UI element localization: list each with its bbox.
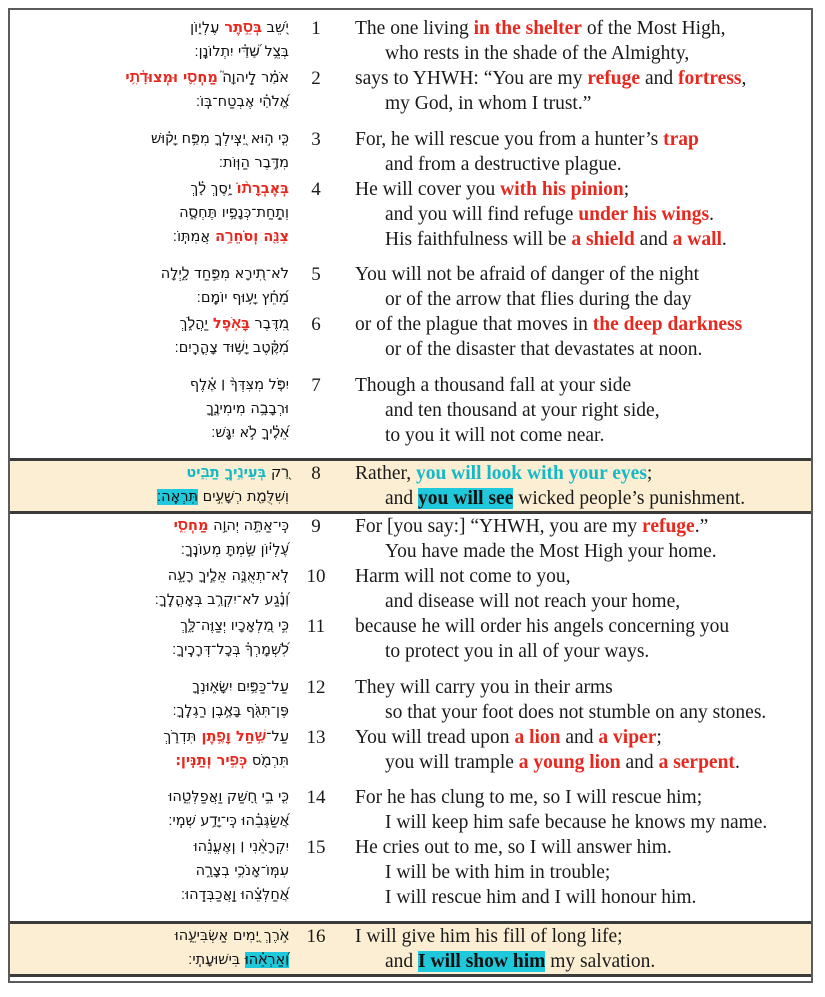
verse-row	[10, 66, 811, 116]
english-line	[355, 461, 803, 486]
hebrew-line	[10, 948, 289, 972]
hebrew-line	[10, 40, 289, 64]
hebrew-text: כִּ֤י בִ֣י חָ֭שַׁק וַאֲפַלְּטֵ֑הוּ	[168, 789, 289, 806]
english-text: I will keep him safe because he knows my name.	[385, 812, 768, 834]
hebrew-line	[10, 514, 289, 538]
stanza	[10, 16, 811, 127]
english-line	[355, 785, 803, 810]
hebrew-column	[10, 16, 295, 64]
english-text: and	[634, 228, 673, 250]
verse-number: 15	[306, 837, 326, 859]
hebrew-line	[10, 373, 289, 397]
english-line	[355, 885, 803, 910]
english-line	[355, 589, 803, 614]
english-line	[355, 127, 803, 152]
hebrew-line	[10, 177, 289, 201]
hebrew-text: מִ֝קֶּ֗טֶב יָשׁ֥וּד צָהֳרָֽיִם׃	[174, 340, 289, 357]
hebrew-text: מֵ֝חֵ֗ץ יָע֥וּף יוֹמָֽם׃	[196, 290, 289, 307]
hebrew-column	[10, 785, 295, 833]
english-text: For he has clung to me, so I will rescue him;	[355, 787, 703, 809]
verse-row	[10, 177, 811, 252]
hebrew-text: תִּרְמֹ֖ס	[247, 752, 289, 769]
english-text: I will rescue him and I will honour him.	[385, 887, 697, 909]
stanza-highlighted	[10, 921, 811, 977]
english-text: and	[385, 950, 419, 972]
english-line	[355, 810, 803, 835]
hebrew-line	[10, 638, 289, 662]
english-line	[355, 835, 803, 860]
english-text: or of the arrow that flies during the day	[385, 289, 692, 311]
psalm-table-frame	[8, 8, 813, 983]
hebrew-line	[10, 588, 289, 612]
english-text: ;	[656, 726, 662, 748]
english-text: and	[560, 726, 599, 748]
hebrew-column	[10, 262, 295, 310]
keyword-red: trap	[663, 128, 699, 150]
keyword-red: בְּסֵ֣תֶר	[219, 20, 262, 36]
english-line	[355, 41, 803, 66]
hebrew-line	[10, 201, 289, 225]
hebrew-line	[10, 90, 289, 114]
english-text: .”	[694, 516, 709, 538]
hebrew-column	[10, 127, 295, 175]
hebrew-text: עַל־כַּפַּ֥יִם יִשָּׂא֑וּנְךָ	[192, 678, 289, 695]
hebrew-column	[10, 177, 295, 249]
stanza-highlighted	[10, 458, 811, 514]
verse-number: 6	[311, 314, 321, 336]
keyword-red: a young lion	[518, 751, 621, 773]
verse-number: 12	[306, 676, 326, 698]
english-line	[355, 614, 803, 639]
english-text: I will give him his fill of long life;	[355, 925, 623, 947]
english-text: ;	[646, 463, 653, 485]
hebrew-line	[10, 66, 289, 90]
hebrew-line	[10, 127, 289, 151]
verse-row	[10, 373, 811, 448]
english-column	[337, 675, 811, 725]
english-line	[355, 152, 803, 177]
english-text: or of the disaster that devastates at noon.	[385, 339, 703, 361]
hebrew-text: יִקְרָאֵ֨נִי ׀ וְֽאֶעֱנֵ֗הוּ	[193, 839, 289, 856]
english-line	[355, 750, 803, 775]
verse-number: 3	[311, 128, 321, 150]
verse-number: 4	[311, 178, 321, 200]
english-column	[337, 614, 811, 664]
english-line	[355, 91, 803, 116]
keyword-highlighted: תִּרְאֶֽה׃	[156, 489, 199, 506]
english-line	[355, 312, 803, 337]
hebrew-line	[10, 151, 289, 175]
english-text: Rather,	[355, 463, 416, 485]
hebrew-column	[10, 675, 295, 723]
keyword-red: שַׁ֣חַל	[230, 728, 267, 745]
english-text: to protect you in all of your ways.	[385, 641, 650, 663]
verse-number: 7	[311, 374, 321, 396]
hebrew-text: כִּ֣י מַ֭לְאָכָיו יְצַוֶּה־לָּ֑ךְ	[180, 618, 289, 635]
verse-row	[10, 835, 811, 910]
keyword-red: מַחְסִ֑י	[173, 518, 209, 535]
verse-number: 16	[306, 925, 326, 947]
keyword-cyan: you will look with your eyes	[415, 463, 647, 485]
keyword-red: with his pinion	[500, 178, 624, 200]
english-line	[355, 373, 803, 398]
verse-number: 14	[306, 787, 326, 809]
english-line	[355, 202, 803, 227]
hebrew-text: יָק֗וּשׁ	[151, 130, 178, 147]
hebrew-line	[10, 614, 289, 638]
hebrew-column	[10, 725, 295, 773]
english-text: .	[734, 751, 740, 773]
english-line	[355, 675, 803, 700]
hebrew-text: עִמּֽוֹ־אָנֹכִ֥י בְצָרָ֑ה	[195, 863, 289, 880]
english-text: You will tread upon	[355, 726, 515, 748]
english-column	[337, 373, 811, 448]
hebrew-text: פֶּן־תִּגֹּ֖ף בָּאֶ֣בֶן רַגְלֶֽךָ׃	[172, 702, 289, 719]
english-text: Though a thousand fall at your side	[355, 374, 632, 396]
english-text: For [you say:] “YHWH, you are my	[355, 516, 643, 538]
stanza-container	[10, 10, 811, 977]
hebrew-line	[10, 809, 289, 833]
keyword-highlighted: you will see	[418, 488, 514, 510]
keyword-red: refuge	[642, 516, 695, 538]
keyword-red: בָּאֹ֣פֶל	[207, 316, 250, 333]
english-text: ,	[741, 68, 747, 89]
english-line	[355, 66, 803, 91]
hebrew-line	[10, 859, 289, 883]
hebrew-text: מִדֶּ֥בֶר הַוּֽוֹת׃	[218, 154, 289, 171]
english-text: and disease will not reach your home,	[385, 591, 681, 613]
english-text: and	[640, 68, 678, 89]
verse-number: 2	[311, 68, 321, 89]
english-column	[337, 66, 811, 116]
english-line	[355, 227, 803, 252]
stanza	[10, 262, 811, 373]
keyword-highlighted: וְ֝אַרְאֵ֗הוּ	[244, 951, 289, 968]
verse-number: 5	[311, 264, 321, 286]
stanza	[10, 514, 811, 675]
hebrew-text: וְשִׁלֻּמַ֖ת רְשָׁעִ֣ים	[198, 489, 289, 506]
english-text: The one living	[355, 18, 474, 39]
english-line	[355, 725, 803, 750]
english-text: He cries out to me, so I will answer him.	[355, 837, 672, 859]
english-text: my salvation.	[545, 950, 656, 972]
keyword-red: בְּאֶבְרָת֨וֹ	[231, 180, 289, 197]
keyword-red: וָפֶ֣תֶן	[196, 728, 231, 745]
keyword-highlighted: I will show him	[418, 950, 546, 972]
hebrew-text: אֲ֝שַׂגְּבֵ֗הוּ כִּֽי־יָדַ֥ע שְׁמִֽי׃	[168, 813, 289, 830]
english-line	[355, 564, 803, 589]
hebrew-text: כִּֽי־אַתָּ֣ה יְהוָ֣ה	[208, 518, 289, 535]
hebrew-text: אֲמִתּֽוֹ׃	[172, 228, 211, 245]
hebrew-text: כִּ֤י ה֣וּא יַ֭צִּֽילְךָ מִפַּ֥ח	[177, 130, 289, 147]
hebrew-column	[10, 373, 295, 445]
stanza	[10, 675, 811, 786]
keyword-red: a lion	[514, 726, 561, 748]
verse-row	[10, 461, 811, 511]
english-line	[355, 639, 803, 664]
english-text: of the Most High,	[581, 18, 726, 39]
verse-number: 10	[306, 566, 326, 588]
english-text: who rests in the shade of the Almighty,	[385, 43, 690, 64]
english-text: He will cover you	[355, 178, 501, 200]
verse-row	[10, 675, 811, 725]
verse-number: 13	[306, 726, 326, 748]
hebrew-line	[10, 924, 289, 948]
hebrew-text: לֹֽא־תְאֻנֶּ֣ה אֵלֶ֣יךָ רָעָ֑ה	[167, 568, 289, 585]
english-text: .	[721, 228, 727, 250]
english-column	[337, 16, 811, 66]
english-column	[337, 564, 811, 614]
english-text: They will carry you in their arms	[355, 676, 613, 698]
english-line	[355, 398, 803, 423]
keyword-cyan: בְּעֵינֶ֣יךָ תַבִּ֑יט	[186, 465, 267, 482]
hebrew-text: בִּישׁוּעָתִֽי׃	[188, 951, 245, 968]
verse-row	[10, 725, 811, 775]
english-column	[337, 461, 811, 511]
hebrew-line	[10, 336, 289, 360]
hebrew-column	[10, 835, 295, 907]
english-column	[337, 835, 811, 910]
english-line	[355, 16, 803, 41]
english-text: I will be with him in trouble;	[385, 862, 611, 884]
english-text: and	[620, 751, 659, 773]
stanza	[10, 785, 811, 921]
english-column	[337, 785, 811, 835]
hebrew-text: יֹ֭שֵׁב	[261, 20, 289, 36]
english-line	[355, 287, 803, 312]
hebrew-text: עַל־	[266, 728, 289, 745]
english-column	[337, 312, 811, 362]
english-text: you will trample	[385, 751, 519, 773]
english-column	[337, 924, 811, 974]
english-line	[355, 860, 803, 885]
english-text: wicked people’s punishment.	[513, 488, 746, 510]
hebrew-line	[10, 16, 289, 40]
hebrew-text: מִ֭דֶּבֶר	[249, 316, 289, 333]
keyword-red: the deep darkness	[592, 314, 743, 336]
keyword-red: in the shelter	[473, 18, 582, 39]
english-line	[355, 949, 803, 974]
hebrew-text: אֱ֝לֹהַ֗י אֶבְטַח־בּֽוֹ׃	[195, 94, 289, 110]
hebrew-line	[10, 725, 289, 749]
hebrew-text: אֵ֝לֶ֗יךָ לֹ֣א יִגָּֽשׁ׃	[211, 424, 289, 441]
verse-row	[10, 312, 811, 362]
english-column	[337, 725, 811, 775]
keyword-red: under his wings	[578, 203, 710, 225]
verse-row	[10, 514, 811, 564]
english-line	[355, 924, 803, 949]
stanza	[10, 127, 811, 263]
english-line	[355, 177, 803, 202]
english-column	[337, 177, 811, 252]
verse-number: 11	[306, 616, 326, 638]
hebrew-column	[10, 461, 295, 509]
verse-row	[10, 16, 811, 66]
verse-row	[10, 785, 811, 835]
hebrew-line	[10, 835, 289, 859]
hebrew-text: אֲ֝חַלְּצֵ֗הוּ וַֽאֲכַבְּדֵֽהוּ׃	[180, 887, 289, 904]
english-line	[355, 514, 803, 539]
keyword-red: a wall	[672, 228, 722, 250]
keyword-red: fortress	[677, 68, 742, 89]
english-text: says to YHWH: “You are my	[355, 68, 588, 89]
english-text: so that your foot does not stumble on any stones.	[385, 701, 767, 723]
english-line	[355, 700, 803, 725]
hebrew-text: אֹמַ֗ר לַֽיהוָה֮	[217, 70, 289, 86]
english-text: and ten thousand at your right side,	[385, 399, 660, 421]
hebrew-text: וּרְבָבָ֥ה מִימִינֶ֑ךָ	[206, 400, 289, 417]
verse-row	[10, 262, 811, 312]
english-text: my God, in whom I trust.”	[385, 93, 592, 114]
hebrew-text: לֹא־תִ֭ירָא מִפַּ֣חַד לָ֑יְלָה	[160, 266, 289, 283]
english-text: His faithfulness will be	[385, 228, 572, 250]
hebrew-line	[10, 286, 289, 310]
hebrew-column	[10, 312, 295, 360]
hebrew-text: לִ֝שְׁמָרְךָ֗ בְּכָל־דְּרָכֶֽיךָ׃	[172, 642, 289, 659]
hebrew-line	[10, 699, 289, 723]
english-text: or of the plague that moves in	[355, 314, 593, 336]
english-text: ;	[623, 178, 630, 200]
english-text: Harm will not come to you,	[355, 566, 571, 588]
verse-row	[10, 614, 811, 664]
hebrew-line	[10, 421, 289, 445]
english-text: and from a destructive plague.	[385, 153, 622, 175]
english-line	[355, 337, 803, 362]
english-text: to you it will not come near.	[385, 424, 605, 446]
english-line	[355, 423, 803, 448]
english-text: and	[385, 488, 419, 510]
hebrew-line	[10, 785, 289, 809]
keyword-red: refuge	[587, 68, 641, 89]
hebrew-text: עֶ֝לְי֗וֹן שַׂ֣מְתָּ מְעוֹנֶֽךָ׃	[180, 542, 289, 559]
hebrew-text: אֹ֣רֶךְ יָ֭מִים אַשְׂבִּיעֵ֑הוּ	[174, 927, 289, 944]
hebrew-line	[10, 883, 289, 907]
verse-row	[10, 127, 811, 177]
hebrew-line	[10, 225, 289, 249]
stanza	[10, 373, 811, 459]
hebrew-text: יָ֥סֶךְ לָ֗ךְ	[190, 180, 232, 197]
verse-number: 1	[311, 18, 321, 39]
english-line	[355, 262, 803, 287]
english-text: and you will find refuge	[385, 203, 579, 225]
english-text: because he will order his angels concerning you	[355, 616, 730, 638]
english-column	[337, 127, 811, 177]
keyword-red: a shield	[571, 228, 635, 250]
hebrew-text: יִפֹּ֤ל מִצִּדְּךָ֨ ׀ אֶ֗לֶף	[189, 376, 289, 393]
english-column	[337, 262, 811, 312]
verse-row	[10, 924, 811, 974]
hebrew-line	[10, 485, 289, 509]
hebrew-column	[10, 66, 295, 114]
hebrew-text: רַ֭ק	[266, 465, 289, 482]
hebrew-line	[10, 675, 289, 699]
verse-number: 9	[311, 516, 321, 538]
hebrew-column	[10, 514, 295, 562]
keyword-red: צִנָּ֖ה וְסֹחֵרָ֣ה	[210, 228, 289, 245]
english-text: .	[709, 203, 714, 225]
hebrew-text: עֶלְי֑וֹן	[190, 20, 220, 36]
verse-row	[10, 564, 811, 614]
verse-number: 8	[311, 463, 321, 485]
english-line	[355, 486, 803, 511]
hebrew-text: תִּדְרֹ֑ךְ	[163, 728, 197, 745]
hebrew-text: יַהֲלֹ֑ךְ	[179, 316, 208, 333]
english-line	[355, 539, 803, 564]
hebrew-column	[10, 924, 295, 972]
hebrew-line	[10, 262, 289, 286]
hebrew-line	[10, 538, 289, 562]
keyword-red: a viper	[598, 726, 657, 748]
hebrew-line	[10, 461, 289, 485]
keyword-red: a serpent	[658, 751, 735, 773]
hebrew-column	[10, 614, 295, 662]
keyword-red: מַחְסִ֪י וּמְצוּדָ֫תִ֥י	[125, 70, 218, 86]
keyword-red: כְּפִ֣יר וְתַנִּֽין׃	[175, 752, 248, 769]
hebrew-column	[10, 564, 295, 612]
english-text: You will not be afraid of danger of the night	[355, 264, 700, 286]
hebrew-line	[10, 312, 289, 336]
english-text: For, he will rescue you from a hunter’s	[355, 128, 664, 150]
hebrew-text: וְתַֽחַת־כְּנָפָ֥יו תֶּחְסֶ֑ה	[179, 204, 289, 221]
hebrew-text: וְ֝נֶ֗גַע לֹא־יִקְרַ֥ב בְּאָהֳלֶֽךָ׃	[154, 592, 289, 609]
english-column	[337, 514, 811, 564]
hebrew-line	[10, 397, 289, 421]
hebrew-line	[10, 749, 289, 773]
english-text: You have made the Most High your home.	[385, 541, 717, 563]
hebrew-line	[10, 564, 289, 588]
hebrew-text: בְּצֵ֥ל שַׁ֝דַּ֗י יִתְלוֹנָֽן׃	[194, 44, 289, 60]
